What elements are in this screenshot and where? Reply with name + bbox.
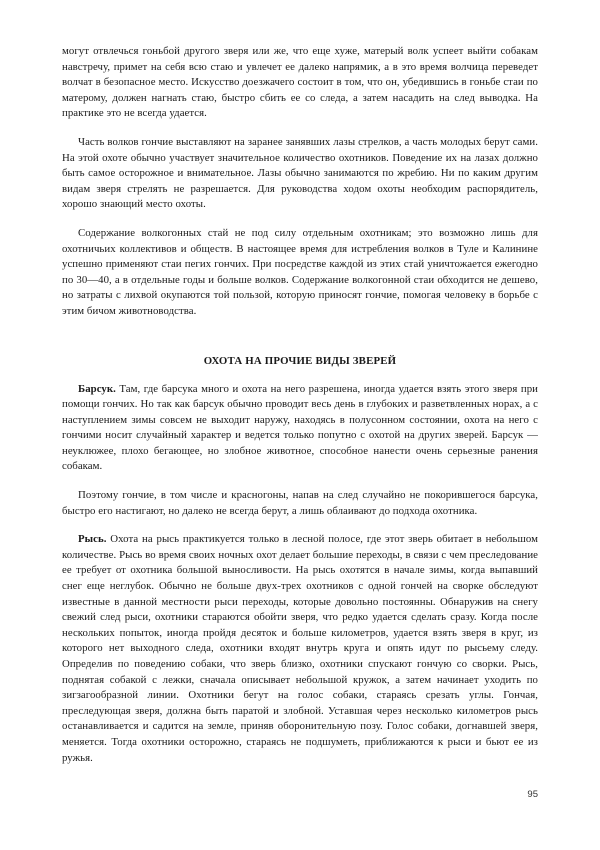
section-heading: ОХОТА НА ПРОЧИЕ ВИДЫ ЗВЕРЕЙ [203,354,397,367]
paragraph-badger-followup: Поэтому гончие, в том числе и красногоны, напав на след случайно не покорившегося барсука, быстро его настигают, но далеко не всегда берут, а лишь облаивают до подхода охотника. [62,489,538,517]
paragraph-wolf-packs-maintenance: Содержание волкогонных стай не под силу отдельным охотникам; это возможно лишь для охотничьих коллективов и обществ. В настоящее время для истребления волков в Туле и Калинине успешно применяют стаи пегих гончих. При посредстве каждой из этих стай уничтожается ежегодно по 30—40, а в отдельные годы и больше волков. Содержание волкогонной стаи обходится не дешево, но затраты с лихвой окупаются той пользой, которую приносят гончие, помогая человеку в борьбе с этим бичом животноводства. [62,226,538,317]
paragraph-badger [62,382,538,476]
page-number: 95 [527,789,538,800]
paragraph-wolf-pack-intro: могут отвлечься гоньбой другого зверя или же, что еще хуже, матерый волк успеет выйти собакам навстречу, примет на себя всю стаю и увлечет ее далеко напрямик, а в это время волчица переведет волчат в безопасное место. Искусство доезжачего состоит в том, что он, убедившись в гоньбе стаи по матерому, должен нагнать стаю, быстро сбить ее со следа, а затем насадить на след выводка. На практике это не всегда удается. [62,45,538,120]
paragraph-lynx [62,532,538,766]
badger-lead: Барсук. [78,382,116,395]
section-spacer [62,333,538,355]
paragraph-wolf-shooters: Часть волков гончие выставляют на заранее занявших лазы стрелков, а часть молодых берут сами. На этой охоте обычно участвует значительное количество охотников. Поведение их на лазах должно быть самое осторожное и внимательное. Лазы обычно занимаются по жребию. Ни по каким другим видам зверя стрелять не разрешается. Для руководства ходом охоты необходим распорядитель, хорошо знающий место охоты. [62,135,538,211]
document-page [62,44,538,779]
lynx-lead: Рысь. [78,533,107,546]
badger-text: Там, где барсука много и охота на него разрешена, иногда удается взять этого зверя при помощи гончих. Но так как барсук обычно проводит весь день в глубоких и разветвленных норах, а с наступлением зимы совсем не выходит наружу, находясь в полусонном состоянии, охота на него с гончими носит случайный характер и ведется только попутно с охотой на других зверей. Барсук — неуклюжее, плохо бегающее, но злобное животное, способное нанести очень серьезные ранения собакам. [62,382,538,473]
lynx-text: Охота на рысь практикуется только в лесной полосе, где этот зверь обитает в небольшом количестве. Рысь во время своих ночных охот делает большие переходы, в связи с чем преследование ее требует от охотника большой выносливости. На рысь охотятся в начале зимы, когда выпавший снег еще неглубок. Обычно не больше двух-трех охотников с одной гончей на сворке обследуют известные в данной местности рыси переходы, которые довольно постоянны. Обнаружив на снегу свежий след рыси, охотники стараются обойти зверя, что редко удается сделать сразу. Когда после нескольких попыток, иногда пройдя десяток и больше километров, удается взять зверя в круг, из которого нет выходного следа, охотники входят внутрь круга и опять идут по рысьему следу. Определив по поведению собаки, что зверь близко, охотники спускают гончую со сворки. Рысь, поднятая собакой с лежки, сначала описывает небольшой кружок, а затем начинает уходить по зигзагообразной линии. Охотники бегут на голос собаки, стараясь срезать углы. Гончая, преследующая зверя, должна быть паратой и злобной. Уставшая через несколько километров рысь останавливается и садится на земле, приняв оборонительную позу. Голос собаки, догнавшей зверя, меняется. Тогда охотники осторожно, стараясь не подшуметь, приближаются к рыси и бьют ее из ружья. [62,533,538,764]
